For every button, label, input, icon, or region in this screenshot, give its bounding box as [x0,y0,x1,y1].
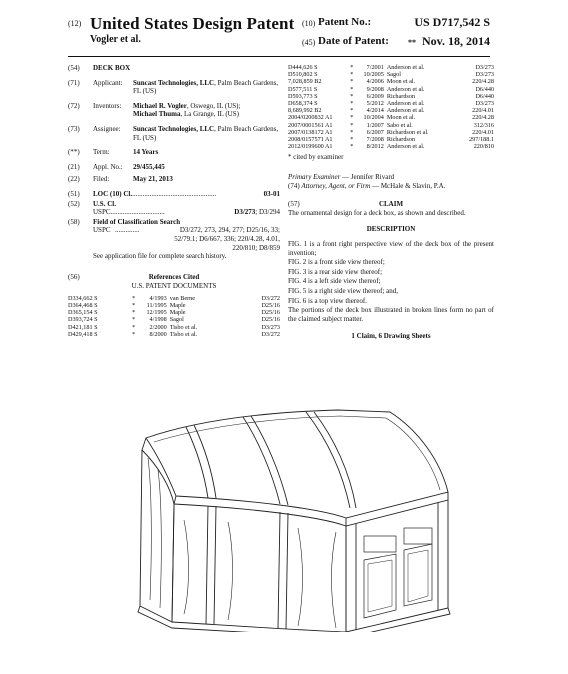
citation-cls: D6/440 [475,92,494,100]
citation-row [68,295,280,302]
citation-cls: D25/16 [261,302,280,310]
citation-date: 11/1995 [146,302,167,310]
figure-list [288,240,494,305]
citation-cls: 312/316 [473,121,494,129]
figure-description: FIG. 5 is a right side view thereof; and, [288,286,399,295]
citation-cls: D6/440 [475,85,494,93]
citation-row [288,78,494,85]
citation-row [288,122,494,129]
assignee-name: Suncast Technologies, LLC [133,124,215,133]
code-45: (45) [302,38,316,47]
citation-cls: D3/273 [261,323,280,331]
citation-num: D577,511 S [288,85,318,93]
citation-row [288,100,494,107]
assignee-field: (73) Assignee: Suncast Technologies, LLC, Palm Beach Gardens, FL (US) [68,124,279,142]
citation-row [288,114,494,121]
citation-k: * [350,121,354,129]
citation-name: Anderson et al. [386,107,425,115]
citation-name: Tisbo et al. [169,323,198,331]
citation-date: 5/2012 [366,100,384,108]
citation-name: Moon et al. [386,114,416,122]
citation-row [68,316,280,323]
claim-section: (57) CLAIM [288,200,404,209]
citation-date: 4/1998 [149,316,167,324]
inventor-short: Vogler et al. [90,34,141,45]
citation-cls: 220/810 [473,143,494,151]
right-citation-table [288,64,494,150]
citation-name: Anderson et al. [386,143,425,151]
citation-k: * [350,92,354,100]
citation-name: Anderson et al. [386,100,425,108]
citation-num: 2007/0001561 A1 [288,121,333,129]
citation-cls: D3/273 [475,100,494,108]
citation-date: 6/2009 [366,92,384,100]
date-label: Date of Patent: [318,35,389,47]
citation-num: 2012/0199600 A1 [288,143,333,151]
citation-k: * [350,71,354,79]
citation-row [68,324,280,331]
citation-row [288,143,494,150]
applicant-name: Suncast Technologies, LLC [133,78,215,87]
citation-name: Richardson [386,136,416,144]
citation-name: Maple [169,309,186,317]
citation-row [288,86,494,93]
attorney: (74) Attorney, Agent, or Firm — McHale & Slavin, P.A. [288,181,446,190]
citation-row [288,93,494,100]
citation-cls: D3/272 [261,330,280,338]
citation-k: * [350,64,354,71]
citation-k: * [350,114,354,122]
citation-k: * [132,316,136,324]
citation-num: D393,724 S [68,316,98,324]
citation-row [288,107,494,114]
citation-num: D364,468 S [68,302,98,310]
citation-row [288,136,494,143]
header-rule [68,56,490,57]
citation-row [68,302,280,309]
citation-num: 8,689,992 B2 [288,107,322,115]
citation-k: * [350,78,354,86]
citation-row [288,129,494,136]
citation-date: 10/2005 [363,71,384,79]
citation-cls: 220/4.01 [472,107,494,115]
citation-name: Anderson et al. [386,85,425,93]
citation-cls: D3/272 [261,294,280,302]
patent-header [0,14,568,54]
citation-name: Moon et al. [386,78,416,86]
right-column [288,64,494,341]
appl-no-field: (21) Appl. No.: 29/455,445 [68,162,165,171]
citation-num: D429,418 S [68,330,98,338]
citation-name: Sabo et al. [386,121,413,129]
figure-description: FIG. 2 is a front side view thereof; [288,258,385,267]
citation-cls: D25/16 [261,309,280,317]
claim-text: The ornamental design for a deck box, as shown and described. [288,208,466,217]
citation-num: D334,662 S [68,294,98,302]
primary-examiner: Primary Examiner — Jennifer Rivard [288,173,395,182]
citation-num: 2007/0138172 A1 [288,128,333,136]
citation-date: 9/2008 [366,85,384,93]
field-of-search: (58) Field of Classification Search USPC .............. D3/272, 273, 294, 277; D25/16, 33; 52/79.1; D6/667, 336; 220/4.28, 4.01, 220/810; D8/859 See application file for complete search history. [68,217,280,261]
figure-description: FIG. 4 is a left side view thereof; [288,277,381,286]
citation-date: 4/2006 [366,78,384,86]
citation-k: * [350,107,354,115]
citation-num: 2008/0157571 A1 [288,136,333,144]
figure-description: FIG. 6 is a top view thereof. [288,296,367,305]
citation-k: * [132,323,136,331]
citation-cls: 220/4.28 [472,78,494,86]
citation-name: Anderson et al. [386,64,425,71]
citation-date: 1/2007 [366,121,384,129]
citation-k: * [132,294,136,302]
citation-name: Sagol [386,71,401,79]
citation-num: D593,773 S [288,92,318,100]
title-field: (54) DECK BOX [68,64,280,73]
citation-k: * [350,85,354,93]
code-10: (10) [302,19,316,28]
patent-type-title: United States Design Patent [90,14,295,33]
filed-field: (22) Filed: May 21, 2013 [68,175,173,184]
citation-num: 2004/0200832 A1 [288,114,333,122]
citation-date: 4/1993 [149,294,167,302]
citation-k: * [132,309,136,317]
citation-date: 7/2001 [366,64,384,71]
citation-date: 2/2000 [149,323,167,331]
inventors-field: (72) Inventors: Michael R. Vogler, Oswego, IL (US); Michael Thuma, La Grange, IL (US) [68,101,241,119]
left-citation-table [68,295,280,338]
citation-cls: D3/273 [475,64,494,71]
citation-k: * [350,100,354,108]
citation-row [68,309,280,316]
citation-name: Sagol [169,316,184,324]
citation-date: 4/2014 [366,107,384,115]
references-heading: (56) References Cited [68,272,200,281]
applicant-field: (71) Applicant: Suncast Technologies, LLC, Palm Beach Gardens, FL (US) [68,78,279,96]
design-title: DECK BOX [93,64,131,72]
patent-date: Nov. 18, 2014 [421,34,490,48]
claims-count: 1 Claim, 6 Drawing Sheets [351,332,431,341]
citation-num: D444,626 S [288,64,318,71]
citation-name: Richardson et al. [386,128,429,136]
citation-row [68,331,280,338]
citation-name: van Berne [169,294,195,302]
figure-description: FIG. 3 is a rear side view thereof; [288,267,383,276]
citation-date: 8/2012 [366,143,384,151]
citation-num: D365,154 S [68,309,98,317]
us-cl-field: (52) U.S. Cl. USPC ............................... D3/273; D3/294 [68,199,280,217]
citation-date: 12/1995 [146,309,167,317]
citation-cls: D25/16 [261,316,280,324]
citation-cls: 220/4.01 [472,128,494,136]
citation-k: * [350,128,354,136]
term-field: (**) Term: 14 Years [68,148,159,157]
citation-cls: D3/273 [475,71,494,79]
citation-date: 7/2008 [366,136,384,144]
citation-name: Tisbo et al. [169,330,198,338]
code-12: (12) [68,19,82,28]
date-star: ** [408,38,416,47]
citation-cls: 297/188.1 [469,136,494,144]
citation-k: * [350,143,354,151]
figure-description: FIG. 1 is a front right perspective view of the deck box of the present invention; [288,240,494,257]
citation-name: Maple [169,302,186,310]
loc-field: (51) LOC (10) Cl. ................................................ 03-01 [68,189,280,198]
left-column [68,64,280,338]
us-patent-docs-heading: U.S. PATENT DOCUMENTS [131,282,217,291]
deck-box-drawing [128,400,458,632]
inventor-2: Michael Thuma [133,110,181,119]
citation-num: 7,028,859 B2 [288,78,322,86]
citation-cls: 220/4.28 [472,114,494,122]
patent-no-label: Patent No.: [318,16,372,28]
citation-num: D421,181 S [68,323,98,331]
citation-num: D510,802 S [288,71,318,79]
citation-k: * [350,136,354,144]
citation-date: 6/2007 [366,128,384,136]
description-heading: DESCRIPTION [366,225,416,234]
citation-row [288,64,494,71]
cited-note: * cited by examiner [288,153,344,162]
citation-name: Richardson [386,92,416,100]
citation-k: * [132,330,136,338]
inventor-1: Michael R. Vogler [133,101,187,110]
citation-date: 10/2004 [363,114,384,122]
citation-num: D658,374 S [288,100,318,108]
broken-lines-note: The portions of the deck box illustrated in broken lines form no part of the claimed subject matter. [288,306,494,323]
citation-date: 8/2000 [149,330,167,338]
citation-k: * [132,302,136,310]
citation-row [288,71,494,78]
patent-number: US D717,542 S [414,15,490,29]
